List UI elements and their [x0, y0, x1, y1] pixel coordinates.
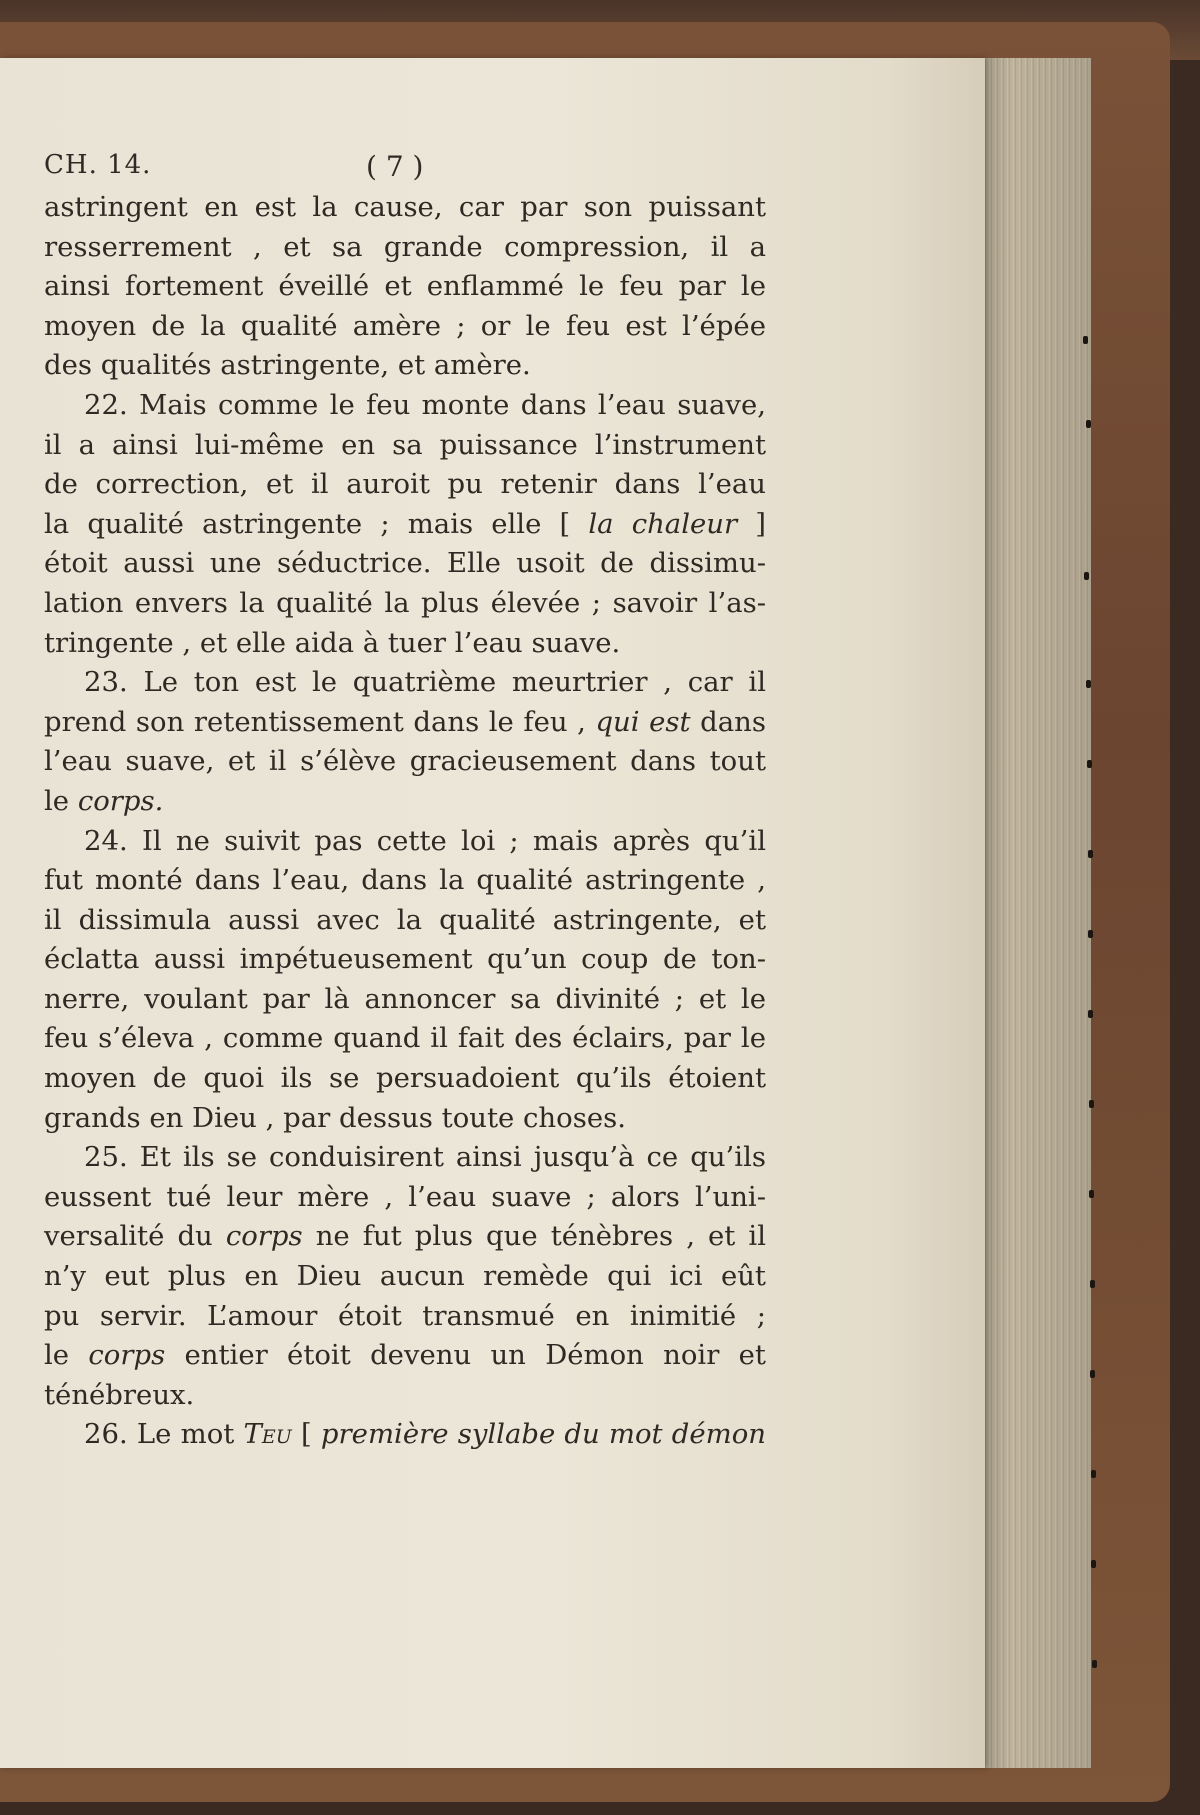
text-line: l’eau suave, et il s’élève gracieusement dans tout — [44, 745, 766, 778]
edge-mark — [1091, 1560, 1096, 1568]
text-line: étoit aussi une séductrice. Elle usoit de dissimu- — [44, 547, 766, 580]
text-line: 25. Et ils se conduisirent ainsi jusqu’à ce qu’ils — [84, 1141, 766, 1174]
text-segment: 26. Le mot — [84, 1418, 235, 1451]
italic-gloss: la chaleur — [588, 507, 738, 540]
edge-mark — [1086, 680, 1091, 688]
text-segment: dans — [700, 705, 766, 738]
edge-mark — [1092, 1660, 1097, 1668]
text-line: astringent en est la cause, car par son puissant — [44, 191, 766, 223]
edge-mark — [1089, 1100, 1094, 1108]
text-line — [44, 703, 766, 743]
edge-mark — [1090, 1370, 1095, 1378]
italic-word: corps. — [77, 784, 164, 817]
text-line: resserrement , et sa grande compression, il a — [44, 230, 766, 263]
page-header — [44, 150, 764, 190]
italic-phrase: qui est — [595, 705, 691, 738]
text-line: moyen de quoi ils se persuadoient qu’ils étoient — [44, 1062, 766, 1095]
text-segment: ] — [755, 507, 767, 540]
text-line: fut monté dans l’eau, dans la qualité astringente , — [44, 864, 766, 897]
edge-mark — [1088, 930, 1093, 938]
text-line: feu s’éleva , comme quand il fait des éclairs, par le — [44, 1022, 766, 1055]
text-line: pu servir. L’amour étoit transmué en inimitié ; — [44, 1299, 766, 1332]
text-segment: entier étoit devenu un Démon noir et — [184, 1339, 766, 1372]
edge-mark — [1083, 336, 1088, 344]
text-line: moyen de la qualité amère ; or le feu est l’épée — [44, 309, 766, 342]
text-line — [44, 1217, 766, 1257]
text-line: 23. Le ton est le quatrième meurtrier , car il — [84, 666, 766, 699]
text-segment: la qualité astringente ; mais elle [ — [44, 507, 571, 540]
text-line: des qualités astringente, et amère. — [44, 349, 531, 382]
text-line: eussent tué leur mère , l’eau suave ; alors l’uni- — [44, 1180, 766, 1213]
text-segment: ne fut plus que ténèbres , et il — [315, 1220, 766, 1253]
edge-mark — [1088, 1010, 1093, 1018]
text-line: éclatta aussi impétueusement qu’un coup de ton- — [44, 943, 766, 976]
edge-mark — [1086, 420, 1091, 428]
edge-mark — [1084, 572, 1089, 580]
body-text — [44, 188, 766, 1455]
text-line: lation envers la qualité la plus élevée ; savoir l’as- — [44, 586, 766, 619]
edge-mark — [1088, 850, 1093, 858]
text-line: tringente , et elle aida à tuer l’eau suave. — [44, 626, 621, 659]
text-line: 24. Il ne suivit pas cette loi ; mais après qu’il — [84, 824, 766, 857]
text-line: grands en Dieu , par dessus toute choses. — [44, 1101, 626, 1134]
text-line: nerre, voulant par là annoncer sa divinité ; et le — [44, 982, 766, 1015]
edge-mark — [1090, 1280, 1095, 1288]
text-segment: [ — [300, 1418, 312, 1451]
italic-word: corps — [88, 1339, 166, 1372]
text-line — [44, 1415, 766, 1455]
text-line: ainsi fortement éveillé et enflammé le feu par le — [44, 270, 766, 303]
text-line: 22. Mais comme le feu monte dans l’eau suave, — [84, 388, 766, 421]
page-number: ( 7 ) — [366, 150, 424, 183]
text-line: de correction, et il auroit pu retenir dans l’eau — [44, 468, 766, 501]
text-line: il dissimula aussi avec la qualité astringente, et — [44, 903, 766, 936]
text-line — [44, 1336, 766, 1376]
book-page — [0, 58, 985, 1768]
edge-mark — [1089, 1190, 1094, 1198]
italic-word: corps — [225, 1220, 303, 1253]
text-segment: prend son retentissement dans le feu , — [44, 705, 586, 738]
edge-mark — [1087, 760, 1092, 768]
text-line: ténébreux. — [44, 1378, 195, 1411]
italic-gloss: première syllabe du mot démon — [320, 1418, 767, 1451]
running-head: CH. 14. — [44, 150, 152, 180]
text-line: n’y eut plus en Dieu aucun remède qui ici eût — [44, 1260, 766, 1293]
page-edges — [975, 58, 1091, 1768]
text-line — [44, 505, 766, 545]
edge-mark — [1091, 1470, 1096, 1478]
text-segment: le — [44, 784, 70, 817]
text-segment: versalité du — [44, 1220, 213, 1253]
text-segment: le — [44, 1339, 70, 1372]
text-line: il a ainsi lui-même en sa puissance l’instrument — [44, 428, 766, 461]
text-line — [44, 782, 766, 822]
small-caps-word: Teu — [243, 1418, 292, 1451]
